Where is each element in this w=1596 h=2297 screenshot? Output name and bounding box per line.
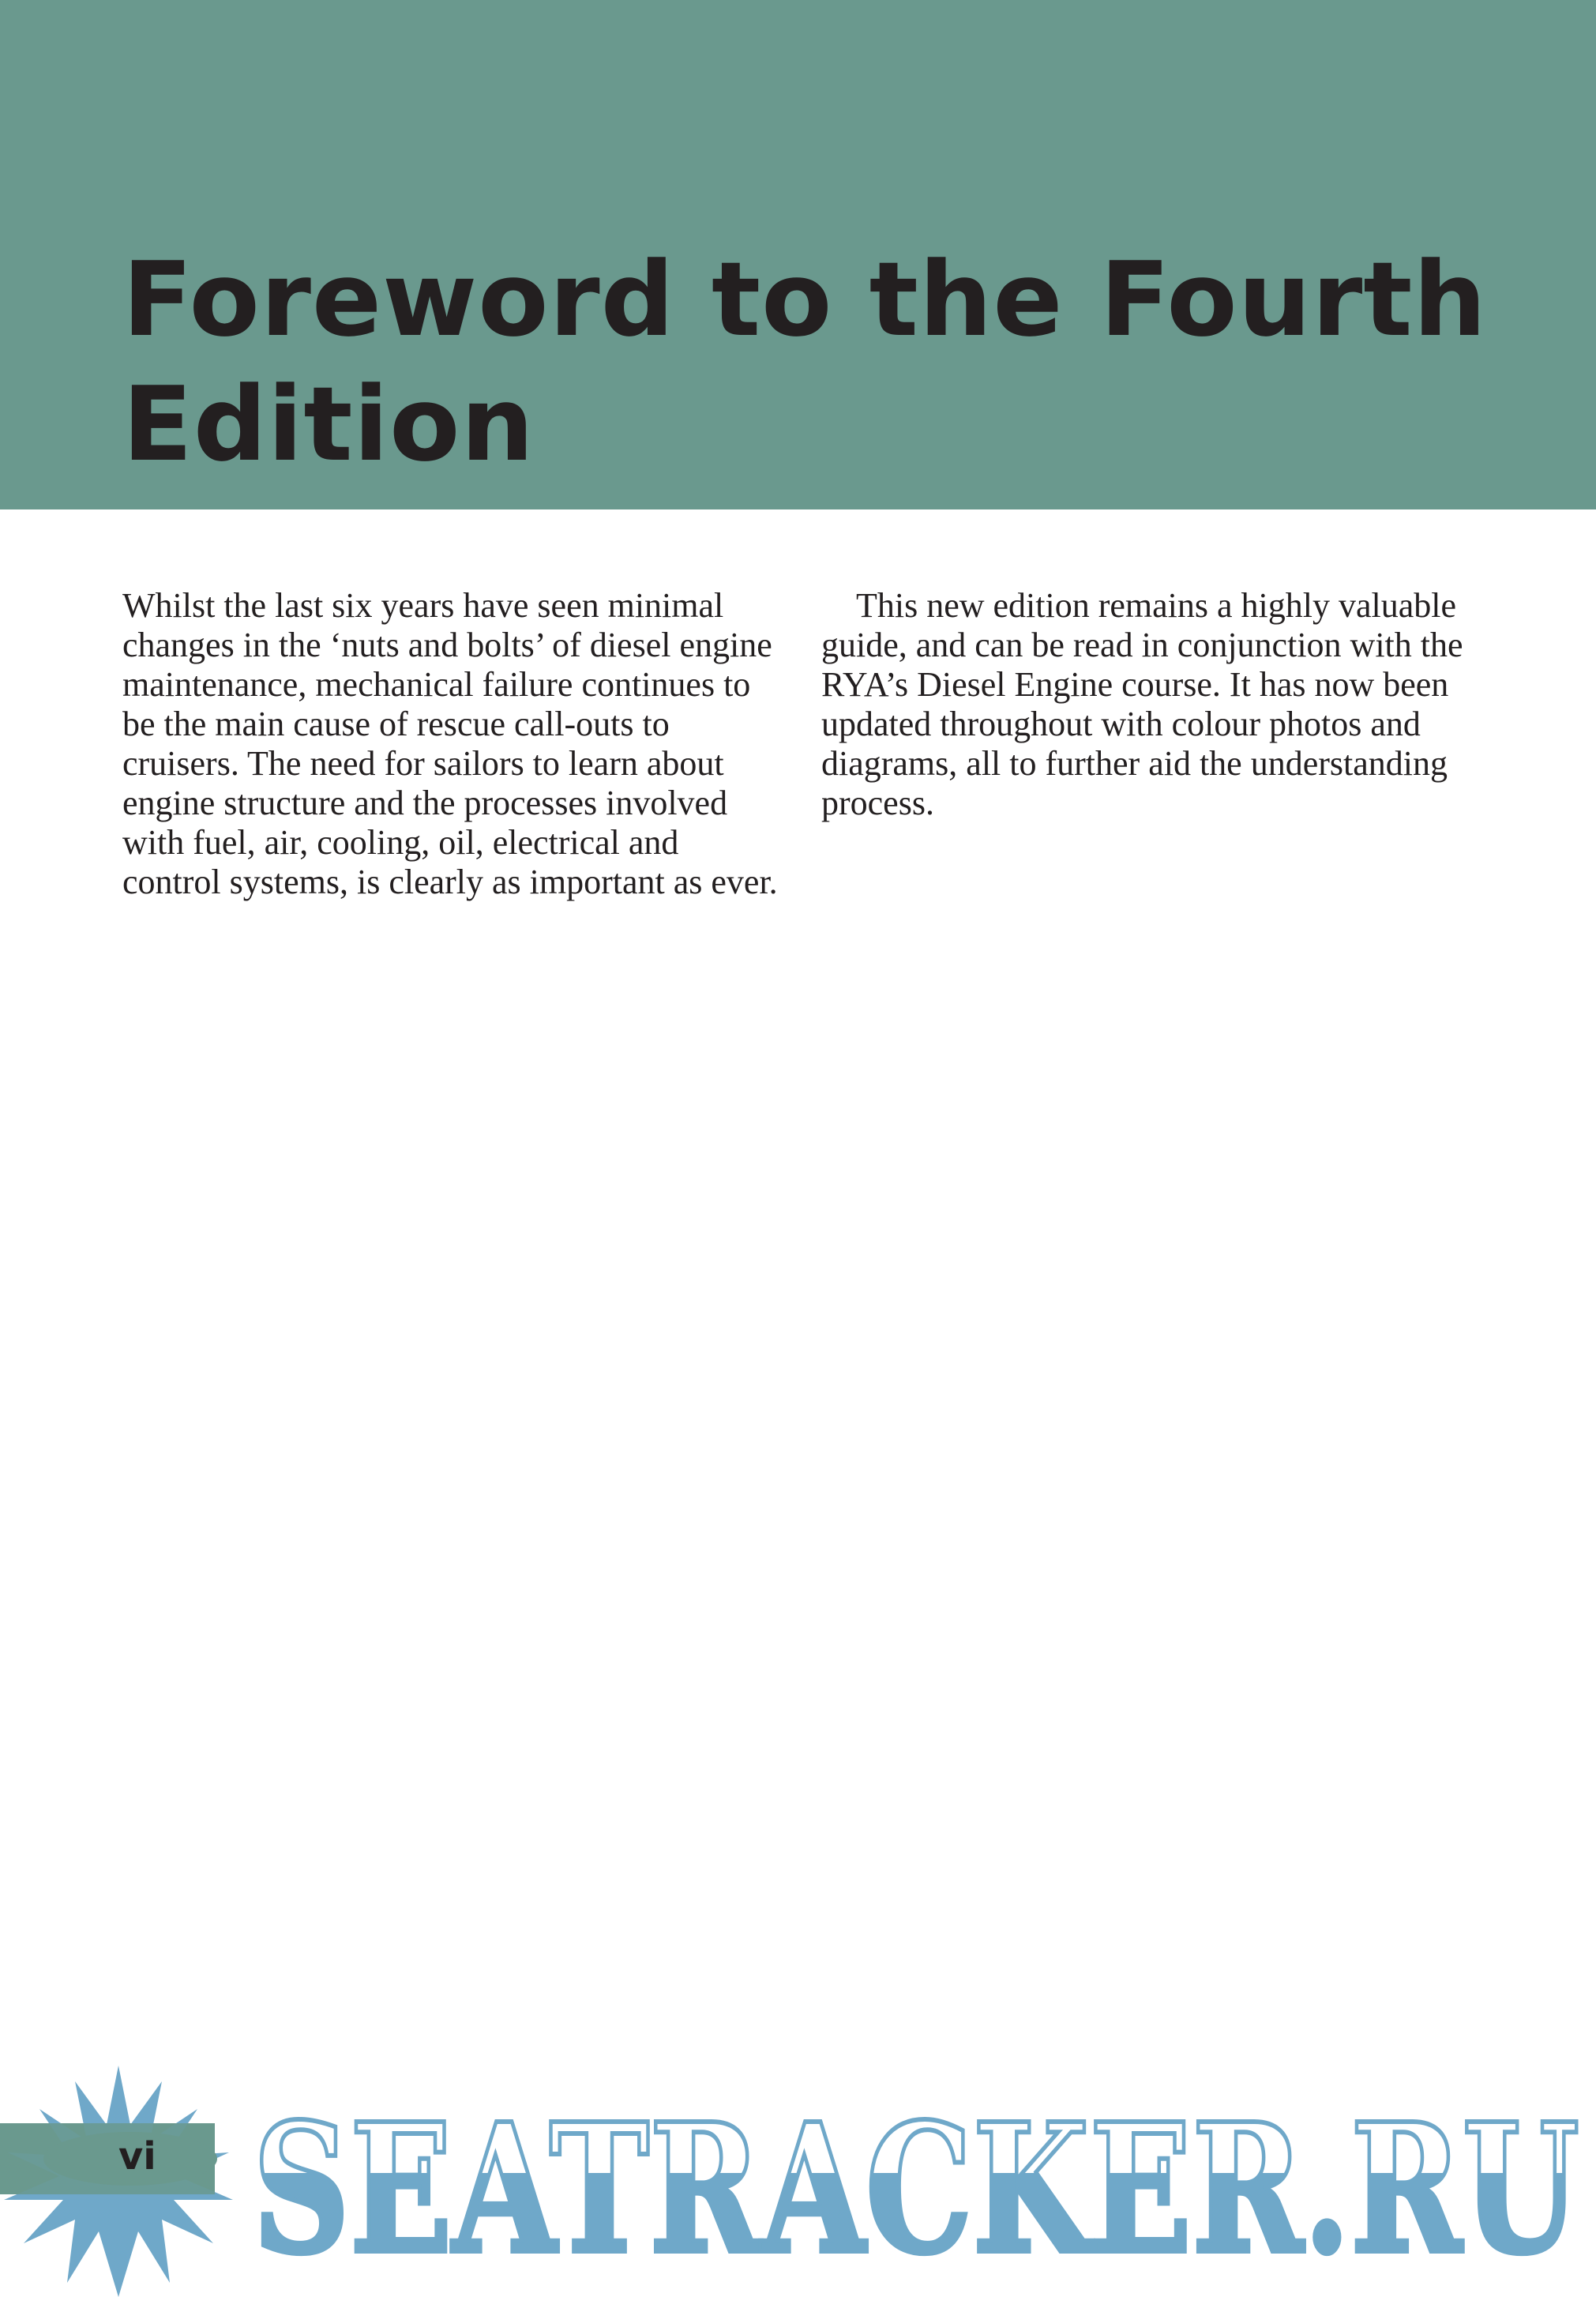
page-number: vi bbox=[118, 2134, 156, 2179]
page-title bbox=[122, 237, 1544, 487]
watermark-logo bbox=[249, 2101, 1583, 2275]
title-band bbox=[0, 0, 1596, 509]
body-paragraph-left: Whilst the last six years have seen minimal changes in the ‘nuts and bolts’ of diesel engine maintenance, mechanical failure continues to be the main cause of rescue call-outs to cruisers. The need for sailors to learn about engine structure and the processes involved with fuel, air, cooling, oil, electrical and control systems, is clearly as important as ever. bbox=[122, 586, 778, 901]
page-title-line-1: Foreword to the Fourth bbox=[122, 239, 1487, 359]
body-paragraph-right: This new edition remains a highly valuable guide, and can be read in conjunction with the RYA’s Diesel Engine course. It has now been updated throughout with colour photos and diagrams, all to further aid the understanding process. bbox=[821, 586, 1463, 822]
watermark-text: SEATRACKER.RU bbox=[253, 2101, 1579, 2275]
starburst-icon bbox=[0, 2066, 237, 2297]
page-title-line-2: Edition bbox=[122, 364, 535, 484]
